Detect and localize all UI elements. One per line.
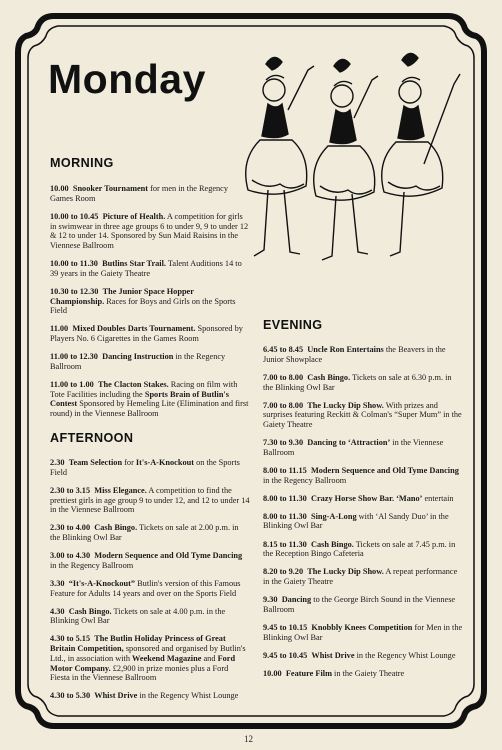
schedule-entry [50,380,250,419]
entry-title: Snooker Tournament [72,184,149,193]
schedule-entry [263,595,463,614]
entry-title: Sing-A-Long [310,511,357,521]
entry-time: 2.30 to 4.00 [50,523,91,533]
entry-text: Talent Auditions 14 to 39 years in the Gaiety Theatre [50,259,242,278]
entry-text: for [122,458,136,467]
entry-text: Tickets on sale at 6.30 p.m. in the Blinking Owl Bar [263,372,452,392]
entry-text: in the Regency Ballroom [263,475,347,485]
entry-title: Weekend Magazine [132,653,202,663]
schedule-entry [50,486,250,515]
entry-title: Cash Bingo. [307,372,351,382]
entry-title: Picture of Health. [102,211,166,221]
entry-title: Feature Film [285,668,332,678]
entry-title: “It's-A-Knockout” [68,578,136,588]
entry-time: 8.20 to 9.20 [263,567,304,577]
schedule-entry [263,494,463,504]
schedule-entry [50,458,250,477]
schedule-entry [50,523,250,542]
entry-text: entertain [422,493,454,503]
entry-time: 8.15 to 11.30 [263,539,307,549]
entry-title: Sports Brain of Butlin's Contest [50,389,229,409]
schedule-entry [263,345,463,364]
entry-text: for men in the Regency Games Room [50,184,229,203]
entry-text: Butlin's version of this Famous Feature for Adults 14 years and over on the Sports Field [50,578,241,598]
entry-time: 4.30 [50,606,65,616]
entry-title: Dancing to ‘Attraction’ [307,438,391,448]
entry-time: 9.30 [263,595,278,605]
entry-title: The Clacton Stakes. [97,379,169,389]
entry-time: 11.00 to 1.00 [50,379,94,389]
entry-text: A repeat performance in the Gaiety Theatre [263,567,458,587]
entry-time: 3.30 [50,578,65,588]
entry-text: sponsored and organised by Butlin's Ltd., in association with [50,644,246,663]
entry-title: Cash Bingo. [68,606,112,616]
entry-time: 7.30 to 9.30 [263,438,304,448]
entry-time: 9.45 to 10.45 [263,650,308,660]
schedule-entry [50,184,250,203]
afternoon-heading: AFTERNOON [50,431,134,445]
entry-title: It's-A-Knockout [135,458,194,467]
entry-time: 10.00 to 10.45 [50,211,99,221]
entry-time: 10.00 [50,184,69,193]
entry-time: 8.00 to 11.30 [263,511,307,521]
entry-time: 7.00 to 8.00 [263,400,304,410]
entry-time: 7.00 to 8.00 [263,372,304,382]
entry-text: Tickets on sale at 7.45 p.m. in the Reception Bingo Cafeteria [263,539,456,559]
schedule-entry [263,438,463,457]
entry-title: Butlins Star Trail. [102,259,166,268]
entry-time: 8.00 to 11.30 [263,493,307,503]
schedule-entry [263,512,463,531]
entry-time: 2.30 to 3.15 [50,485,91,495]
entry-title: Team Selection [68,458,123,467]
entry-text: Racing on film with Tote Facilities including the [50,379,238,399]
entry-text: A competition to find the prettiest girls in age group 9 to under 12, and 12 to under 14 in the Viennese Ballroom [50,485,250,515]
entry-title: Cash Bingo. [310,539,354,549]
schedule-entry [50,579,250,598]
entry-text: in the Viennese Ballroom [263,438,444,457]
entry-title: Miss Elegance. [94,485,147,495]
entry-title: Modern Sequence and Old Tyme Dancing [310,465,459,475]
evening-heading: EVENING [263,318,323,332]
schedule-entry [50,324,250,343]
entry-title: The Lucky Dip Show. [307,567,384,577]
entry-time: 9.45 to 10.15 [263,622,308,632]
schedule-entry [263,466,463,485]
entry-title: Knobbly Knees Competition [311,622,413,632]
schedule-entry [263,567,463,586]
entry-title: Whist Drive [311,650,355,660]
entry-title: The Junior Space Hopper Championship. [50,286,194,306]
entry-text: Sponsored by Players No. 6 Cigarettes in the Games Room [50,324,243,343]
entry-title: Ford Motor Company. [50,653,236,673]
schedule-entry [50,607,250,626]
entry-title: Crazy Horse Show Bar. ‘Mano’ [310,493,423,503]
entry-time: 2.30 [50,458,65,467]
entry-text: Races for Boys and Girls on the Sports Field [50,296,236,316]
entry-time: 6.45 to 8.45 [263,345,304,354]
entry-time: 3.00 to 4.30 [50,551,91,561]
schedule-entry [50,634,250,683]
schedule-entry [50,691,250,701]
entry-text: with ‘Al Sandy Duo’ in the Blinking Owl Bar [263,511,449,531]
schedule-entry [50,259,250,278]
entry-time: 10.00 to 11.30 [50,259,98,268]
entry-text: in the Regency Ballroom [50,352,226,371]
entry-text: and [201,653,218,663]
entry-time: 11.00 [50,324,69,334]
schedule-entry [263,401,463,430]
entry-text: £2,900 in prize monies plus a Ford Fiesta in the Viennese Ballroom [50,663,229,683]
schedule-entry [50,352,250,371]
entry-text: Tickets on sale at 4.00 p.m. in the Blinking Owl Bar [50,606,226,626]
entry-text: in the Regency Ballroom [50,560,134,570]
page-title: Monday [48,56,206,102]
morning-heading: MORNING [50,156,114,170]
entry-title: Dancing [281,595,312,605]
can-can-dancers-icon [238,50,463,265]
entry-text: With prizes and surprises featuring Reckitt & Colman's “Super Mum” in the Gaiety Theatre [263,400,462,429]
entry-time: 10.00 [263,668,282,678]
entry-title: The Butlin Holiday Princess of Great Britain Competition, [50,634,226,654]
entry-title: Cash Bingo. [94,523,138,533]
entry-time: 4.30 to 5.15 [50,634,91,644]
page-number: 12 [244,734,253,744]
entry-title: Uncle Ron Entertains [307,345,384,354]
entry-text: Sponsored by Hemeling Lite (Elimination and first round) in the Viennese Ballroom [50,399,249,418]
entry-title: The Lucky Dip Show. [307,400,384,410]
schedule-entry [263,540,463,559]
entry-text: to the George Birch Sound in the Viennese Ballroom [263,595,456,614]
entry-time: 8.00 to 11.15 [263,465,307,475]
entry-text: Tickets on sale at 2.00 p.m. in the Blinking Owl Bar [50,523,239,542]
schedule-entry [263,669,463,679]
schedule-entry [263,651,463,661]
evening-list [263,345,463,687]
schedule-entry [50,551,250,570]
entry-title: Modern Sequence and Old Tyme Dancing [94,551,243,561]
entry-text: the Beavers in the Junior Showplace [263,345,446,364]
morning-list [50,184,250,427]
entry-text: on the Sports Field [50,458,240,477]
entry-text: in the Gaiety Theatre [331,668,405,678]
afternoon-list [50,458,250,709]
entry-text: A competition for girls in swimwear in three age groups 6 to under 9, 9 to under 12 & 12 to under 14. Sponsored by Sun Maid Raisins in the Viennese Ballroom [50,211,249,250]
entry-text: for Men in the Blinking Owl Bar [263,622,463,642]
entry-title: Whist Drive [94,691,138,701]
schedule-entry [50,212,250,251]
schedule-entry [50,287,250,316]
entry-text: in the Regency Whist Lounge [354,650,456,660]
entry-title: Mixed Doubles Darts Tournament. [72,324,196,334]
entry-time: 4.30 to 5.30 [50,691,91,701]
entry-time: 10.30 to 12.30 [50,286,99,296]
schedule-entry [263,623,463,642]
entry-text: in the Regency Whist Lounge [137,691,239,701]
entry-title: Dancing Instruction [102,352,174,362]
entry-time: 11.00 to 12.30 [50,352,98,362]
schedule-entry [263,373,463,392]
